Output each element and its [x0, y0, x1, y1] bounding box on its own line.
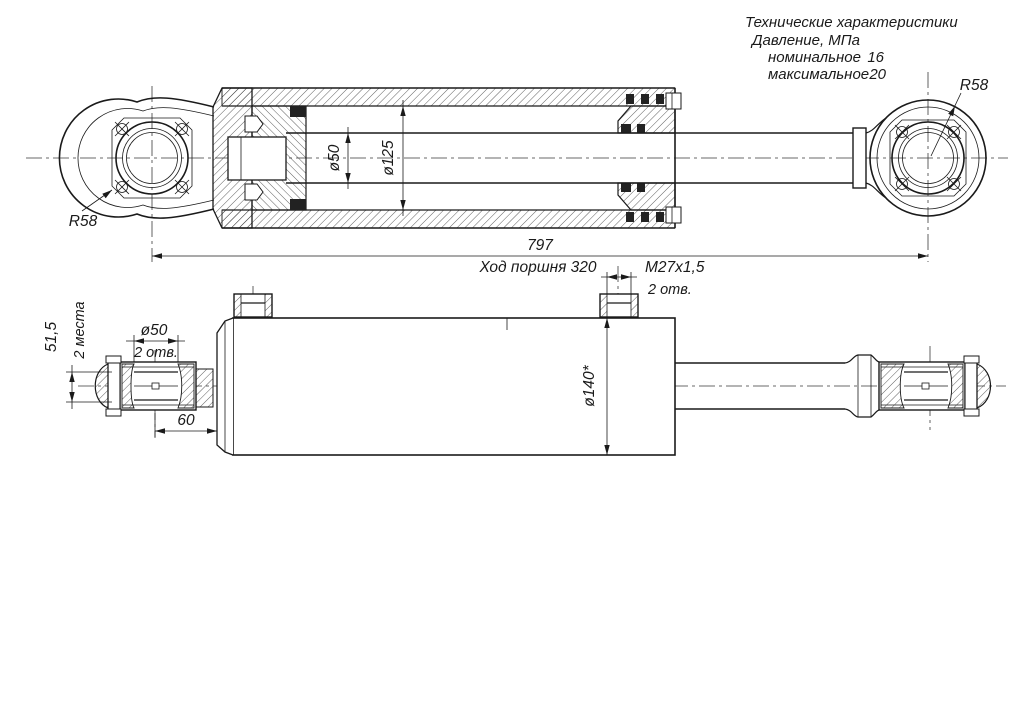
spec-nominal-value: 16: [867, 49, 884, 66]
dim-port-thread: M27x1,5: [645, 259, 705, 276]
dim-rod-diameter: ø50: [326, 144, 343, 172]
spec-max-value: 20: [869, 66, 886, 83]
left-eye-boss: [196, 369, 213, 407]
rod-collar: [853, 128, 866, 188]
dim-body-diameter: ø140*: [581, 365, 598, 407]
dim-right-eye-radius: R58: [959, 77, 989, 94]
dim-stroke-note: Ход поршня 320: [479, 259, 597, 276]
dim-eye-offset: 60: [177, 412, 195, 429]
dim-left-eye-radius: R58: [68, 213, 98, 230]
spec-block: [745, 14, 958, 83]
spec-pressure-label: Давление, МПа: [752, 32, 861, 49]
rod-end-stub: [228, 137, 286, 180]
port-right: [600, 294, 638, 317]
dim-port-thread-count: 2 отв.: [648, 282, 692, 298]
dim-bore-diameter: ø125: [380, 140, 397, 176]
gland-bolt-bottom: [666, 207, 681, 223]
dim-port-height-count: 2 места: [72, 301, 88, 359]
bottom-view: [43, 266, 1006, 455]
dim-eye-bore: ø50: [140, 322, 168, 339]
rod-and-right-eye: [675, 355, 991, 417]
spec-nominal-label: номинальное: [768, 49, 861, 66]
dim-overall-length: 797: [527, 237, 553, 254]
spec-title: Технические характеристики: [745, 14, 958, 31]
cap-rings: [217, 318, 233, 455]
cylinder-body: [233, 318, 675, 455]
top-view-dimensions: [69, 77, 989, 298]
port-left: [234, 294, 272, 317]
spec-max-label: максимальное: [768, 66, 870, 83]
left-eye-assembly: [95, 356, 213, 416]
right-bearing-band: [965, 362, 977, 410]
left-eye-dome: [95, 364, 108, 408]
dim-port-height: 51,5: [43, 321, 60, 353]
left-eye-flange: [112, 118, 192, 198]
right-eye-dome: [977, 364, 991, 408]
dim-eye-bore-count: 2 отв.: [134, 345, 178, 361]
left-bearing-band: [108, 362, 120, 410]
top-view-section: [26, 72, 1008, 298]
gland-bolt-top: [666, 93, 681, 109]
